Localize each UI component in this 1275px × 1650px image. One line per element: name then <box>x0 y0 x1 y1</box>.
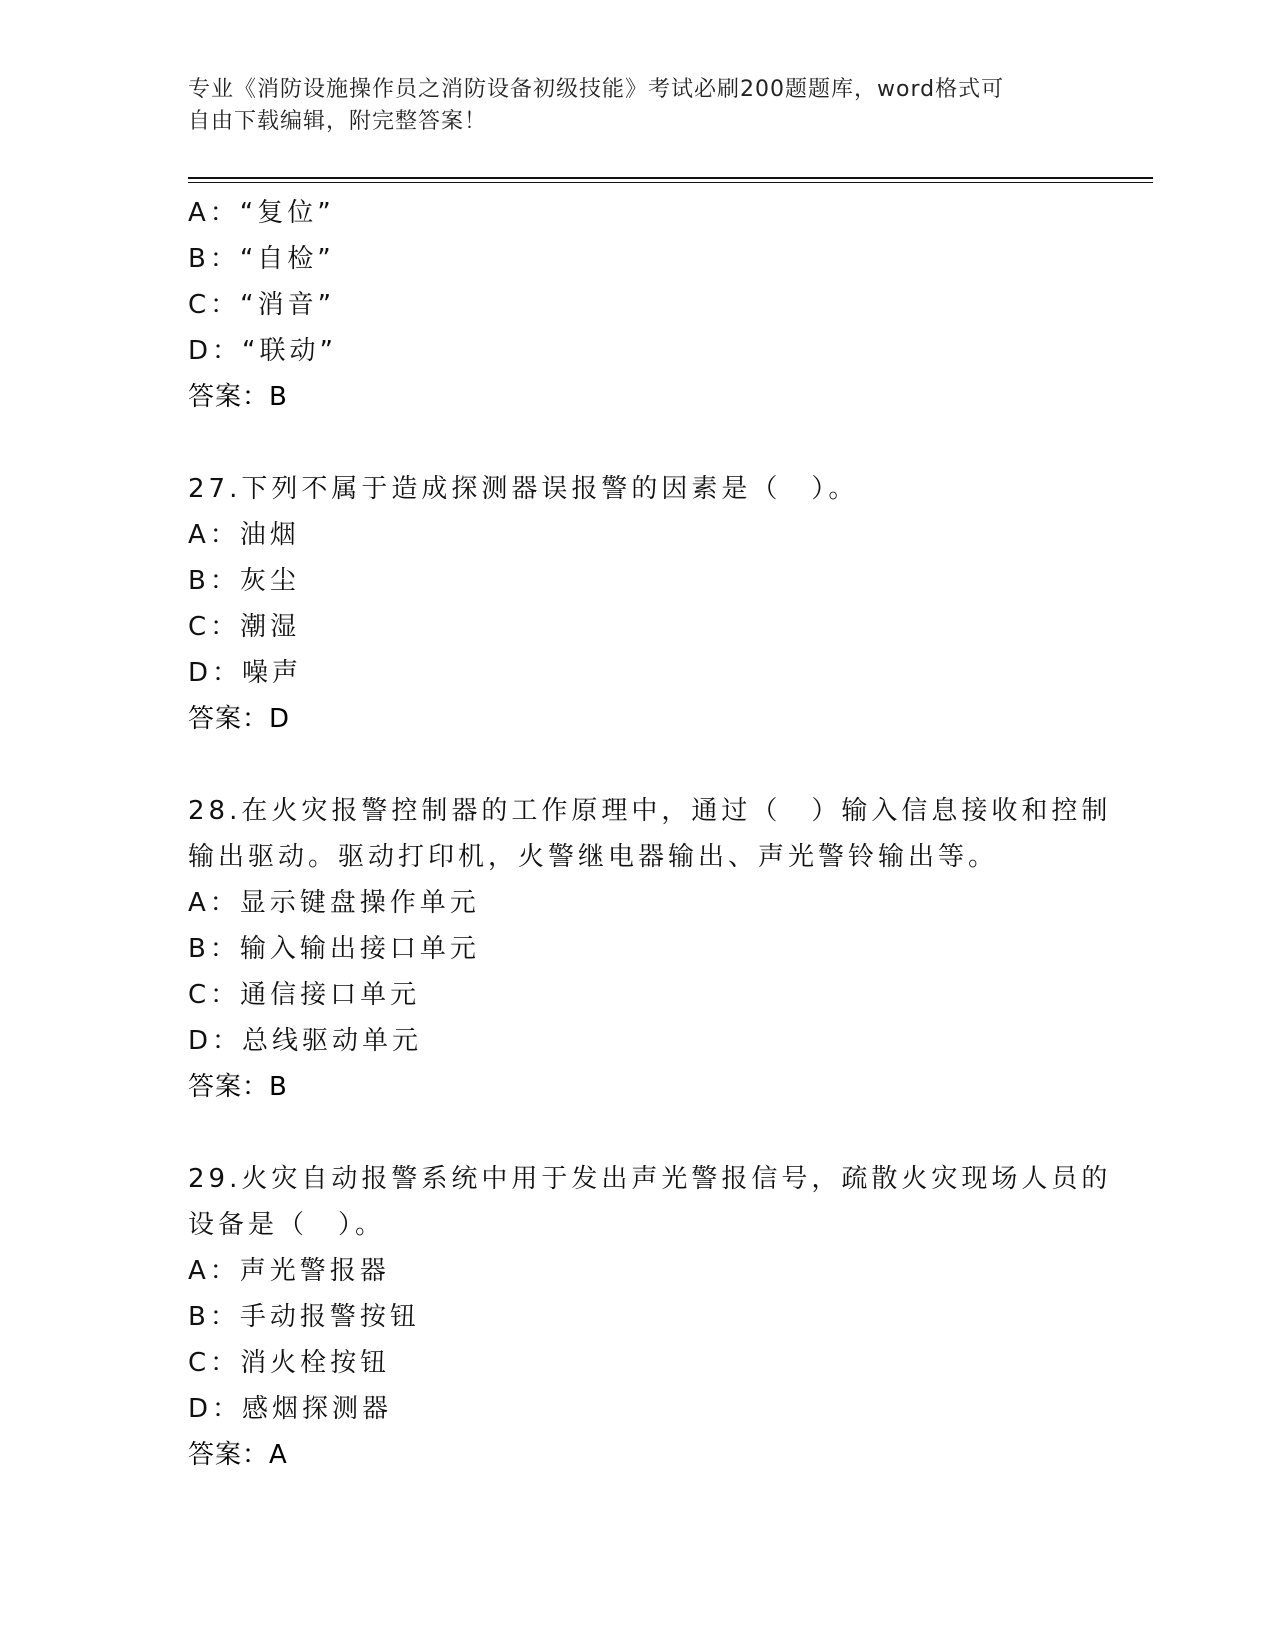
question-text-line-1: 29.火灾自动报警系统中用于发出声光警报信号，疏散火灾现场人员的 <box>188 1164 1112 1194</box>
question-29 <box>188 1156 1112 1478</box>
header-divider-thick <box>188 177 1153 179</box>
question-spacer <box>188 742 1088 788</box>
answer-label: 答案：B <box>188 1072 288 1102</box>
document-header <box>188 74 1088 138</box>
option-d: D：感烟探测器 <box>188 1394 393 1424</box>
question-text-line-2: 设备是（ ）。 <box>188 1210 386 1240</box>
option-b: B：输入输出接口单元 <box>188 934 480 964</box>
option-b: B：手动报警按钮 <box>188 1302 420 1332</box>
option-c: C：“消音” <box>188 290 336 320</box>
option-d: D：噪声 <box>188 658 303 688</box>
header-line-2: 自由下载编辑，附完整答案！ <box>188 109 488 134</box>
header-divider-thin <box>188 182 1153 183</box>
question-26-tail <box>188 190 1088 420</box>
option-c: C：通信接口单元 <box>188 980 421 1010</box>
question-text-line-2: 输出驱动。驱动打印机，火警继电器输出、声光警铃输出等。 <box>188 842 999 872</box>
question-spacer <box>188 1110 1088 1156</box>
question-28 <box>188 788 1112 1110</box>
answer-label: 答案：A <box>188 1440 288 1470</box>
option-a: A：油烟 <box>188 520 300 550</box>
option-b: B：灰尘 <box>188 566 300 596</box>
option-c: C：潮湿 <box>188 612 301 642</box>
question-text: 27.下列不属于造成探测器误报警的因素是（ ）。 <box>188 474 859 504</box>
header-line-1: 专业《消防设施操作员之消防设备初级技能》考试必刷200题题库，word格式可 <box>188 77 1005 102</box>
option-d: D：“联动” <box>188 336 337 366</box>
question-list <box>188 190 1112 1478</box>
question-text-line-1: 28.在火灾报警控制器的工作原理中，通过（ ）输入信息接收和控制 <box>188 796 1112 826</box>
question-27 <box>188 466 1088 742</box>
question-spacer <box>188 420 1088 466</box>
answer-label: 答案：D <box>188 704 291 734</box>
option-a: A：声光警报器 <box>188 1256 390 1286</box>
option-c: C：消火栓按钮 <box>188 1348 391 1378</box>
answer-label: 答案：B <box>188 382 288 412</box>
option-a: A：“复位” <box>188 198 335 228</box>
option-b: B：“自检” <box>188 244 335 274</box>
option-d: D：总线驱动单元 <box>188 1026 423 1056</box>
option-a: A：显示键盘操作单元 <box>188 888 480 918</box>
